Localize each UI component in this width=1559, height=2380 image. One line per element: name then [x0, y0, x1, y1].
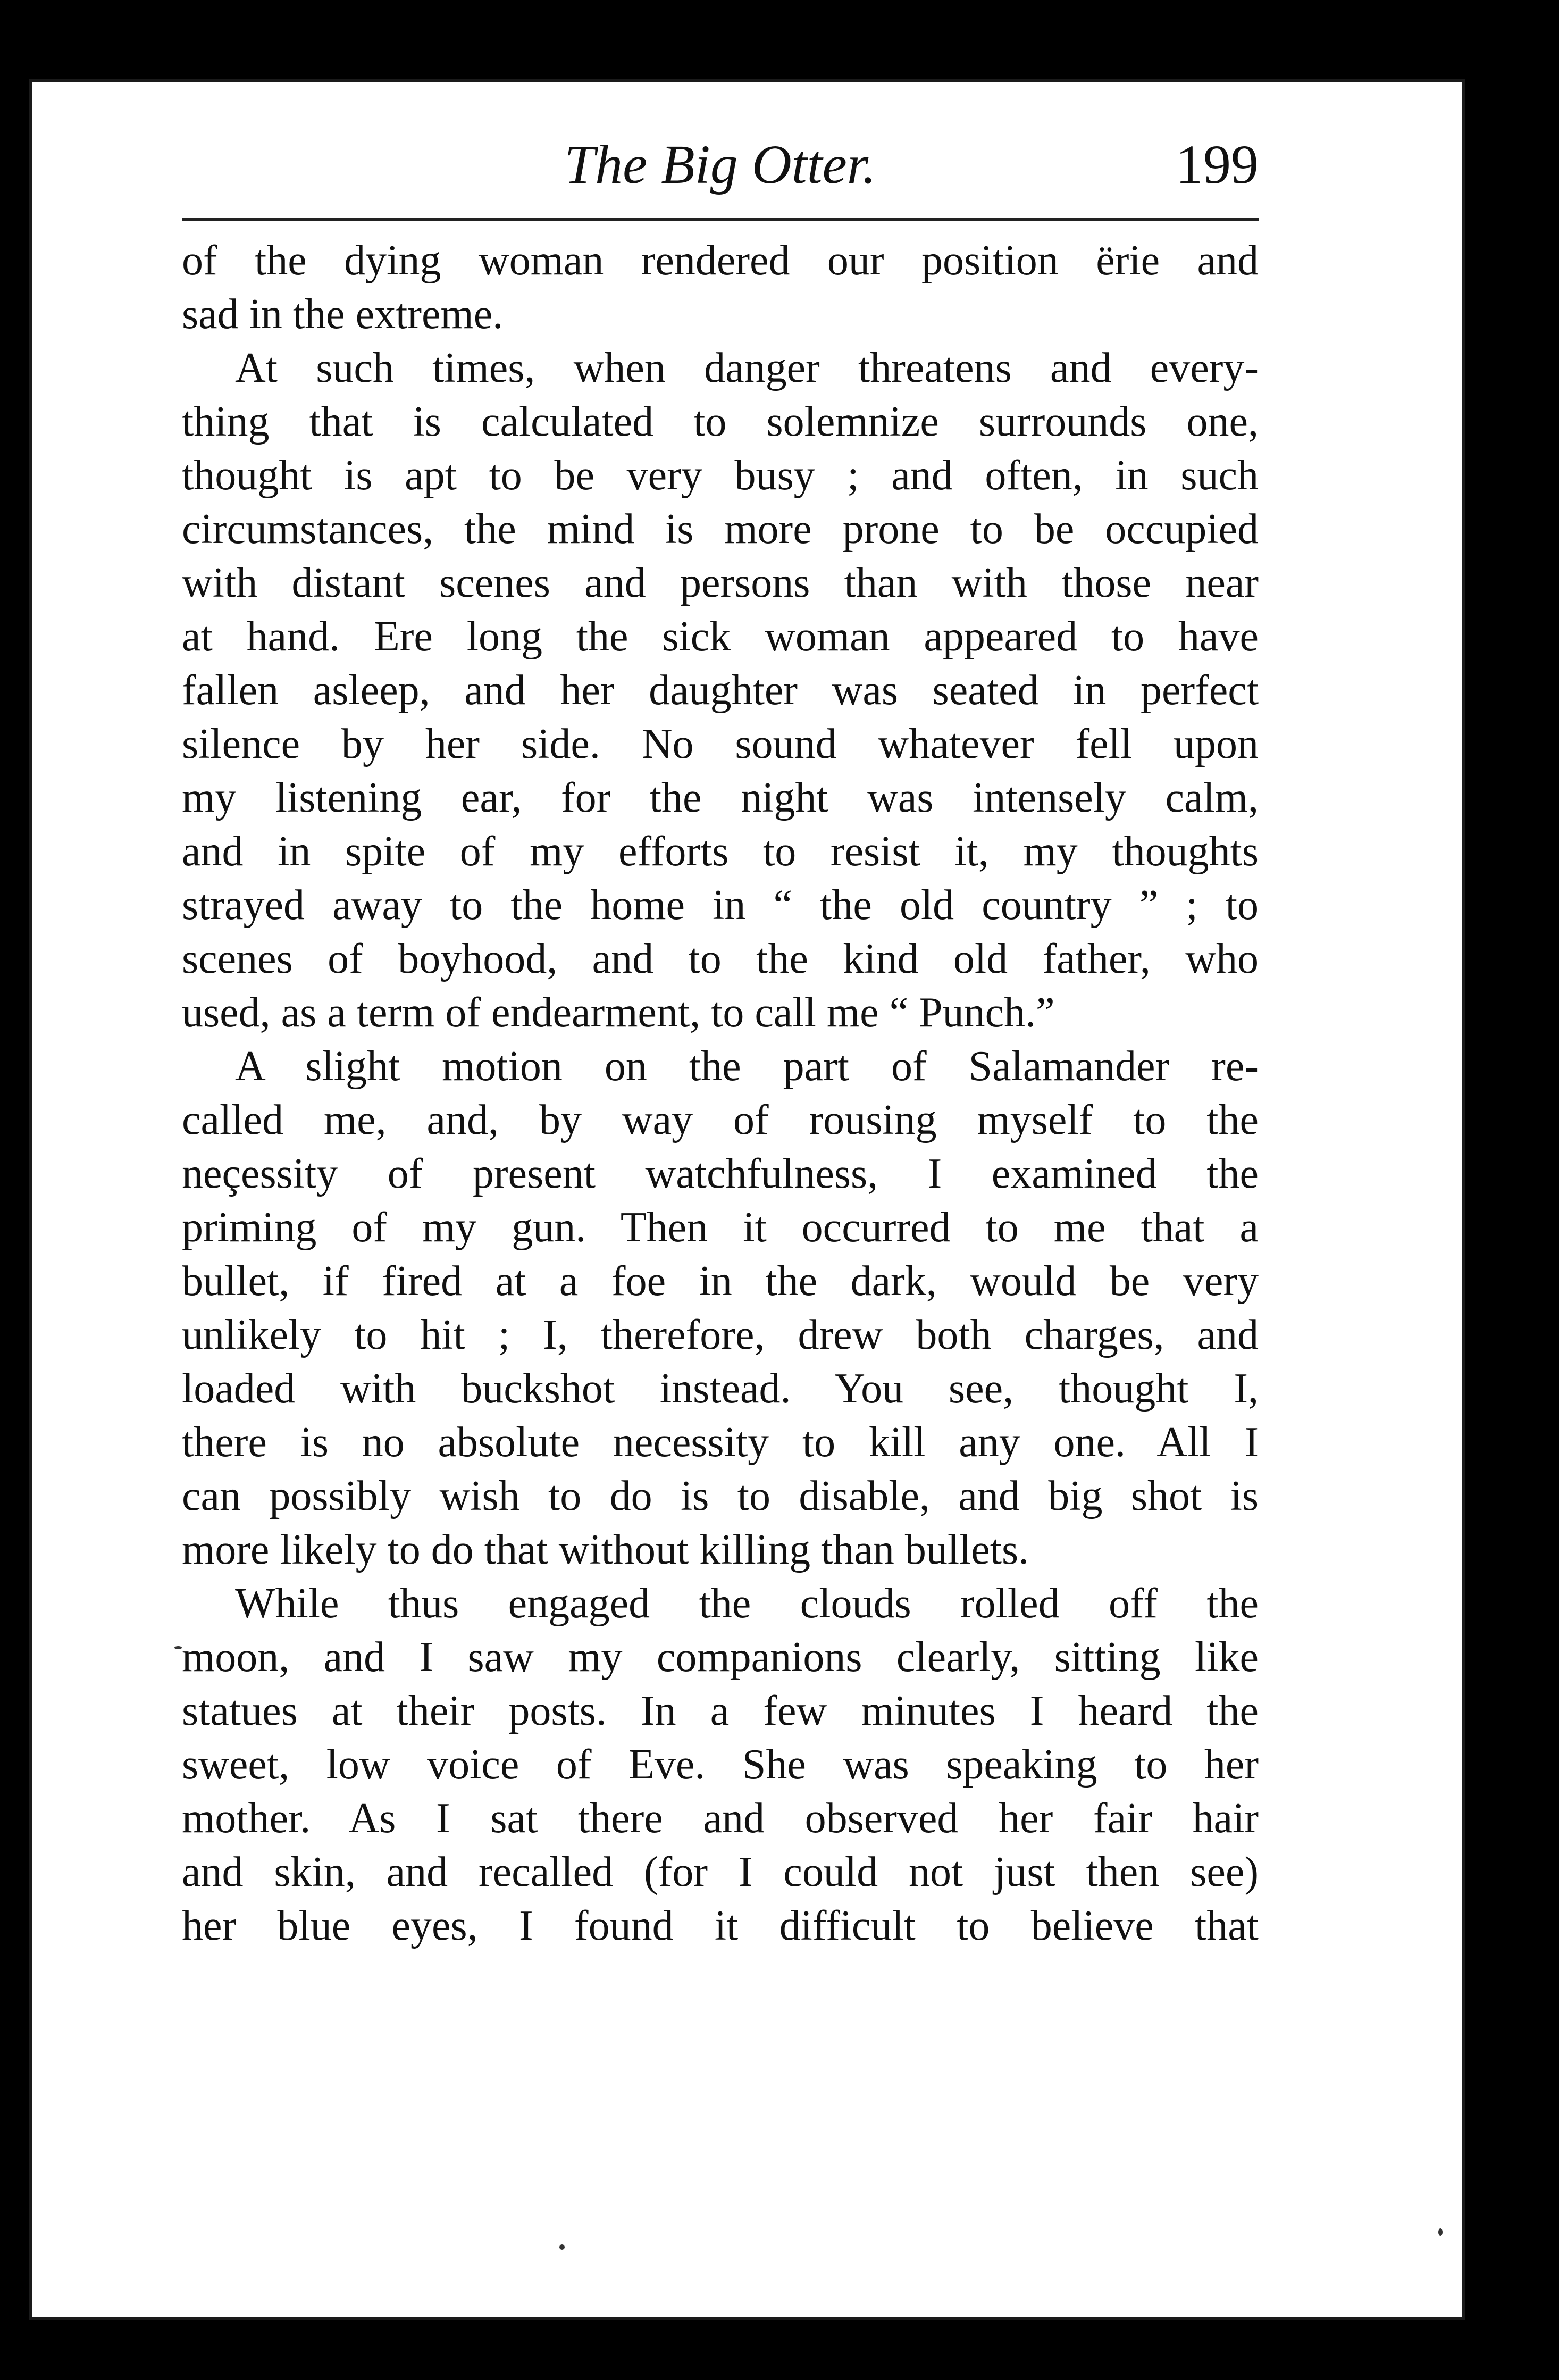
text-line: sweet, low voice of Eve. She was speaking to her: [182, 1741, 1259, 1788]
paragraph-start-line: A slight motion on the part of Salamander re-: [235, 1043, 1259, 1090]
body-text: [182, 234, 1259, 1953]
text-line: sad in the extreme.: [182, 291, 504, 338]
text-line: moon, and I saw my companions clearly, sitting like: [182, 1634, 1259, 1681]
text-line: with distant scenes and persons than with those near: [182, 559, 1259, 606]
header-rule: [182, 218, 1259, 221]
text-line: can possibly wish to do is to disable, and big shot is: [182, 1473, 1259, 1519]
running-title: The Big Otter.: [564, 134, 876, 195]
text-line: called me, and, by way of rousing myself to the: [182, 1097, 1259, 1143]
text-line: circumstances, the mind is more prone to be occupied: [182, 506, 1259, 553]
text-line: at hand. Ere long the sick woman appeared to have: [182, 613, 1259, 660]
scan-speck: [174, 1646, 182, 1649]
text-line: thing that is calculated to solemnize surrounds one,: [182, 398, 1259, 445]
paragraph-start-line: At such times, when danger threatens and every-: [235, 345, 1259, 391]
text-line: and in spite of my efforts to resist it, my thoughts: [182, 828, 1259, 875]
text-line: fallen asleep, and her daughter was seated in perfect: [182, 667, 1259, 714]
text-line: priming of my gun. Then it occurred to me that a: [182, 1204, 1259, 1251]
text-line: my listening ear, for the night was intensely calm,: [182, 774, 1259, 821]
text-line: thought is apt to be very busy ; and often, in such: [182, 452, 1259, 499]
text-line: her blue eyes, I found it difficult to believe that: [182, 1902, 1259, 1949]
text-line: statues at their posts. In a few minutes I heard the: [182, 1688, 1259, 1734]
text-line: unlikely to hit ; I, therefore, drew both charges, and: [182, 1312, 1259, 1358]
text-line: there is no absolute necessity to kill any one. All I: [182, 1419, 1259, 1466]
text-line: strayed away to the home in “ the old country ” ; to: [182, 882, 1259, 929]
paragraph-start-line: While thus engaged the clouds rolled off the: [235, 1580, 1259, 1627]
text-line: and skin, and recalled (for I could not just then see): [182, 1849, 1259, 1895]
page-header: [182, 130, 1259, 199]
text-line: mother. As I sat there and observed her fair hair: [182, 1795, 1259, 1842]
scan-speck: [1438, 2228, 1443, 2236]
page-number: 199: [1176, 134, 1259, 195]
text-line: silence by her side. No sound whatever fell upon: [182, 721, 1259, 767]
text-line: scenes of boyhood, and to the kind old father, who: [182, 936, 1259, 982]
text-line: used, as a term of endearment, to call me “ Punch.”: [182, 989, 1055, 1036]
text-line: neçessity of present watchfulness, I examined the: [182, 1150, 1259, 1197]
text-line: of the dying woman rendered our position ërie and: [182, 237, 1259, 284]
scan-speck: [559, 2244, 565, 2250]
text-line: loaded with buckshot instead. You see, thought I,: [182, 1365, 1259, 1412]
text-line: bullet, if fired at a foe in the dark, would be very: [182, 1258, 1259, 1305]
text-line: more likely to do that without killing than bullets.: [182, 1526, 1029, 1573]
